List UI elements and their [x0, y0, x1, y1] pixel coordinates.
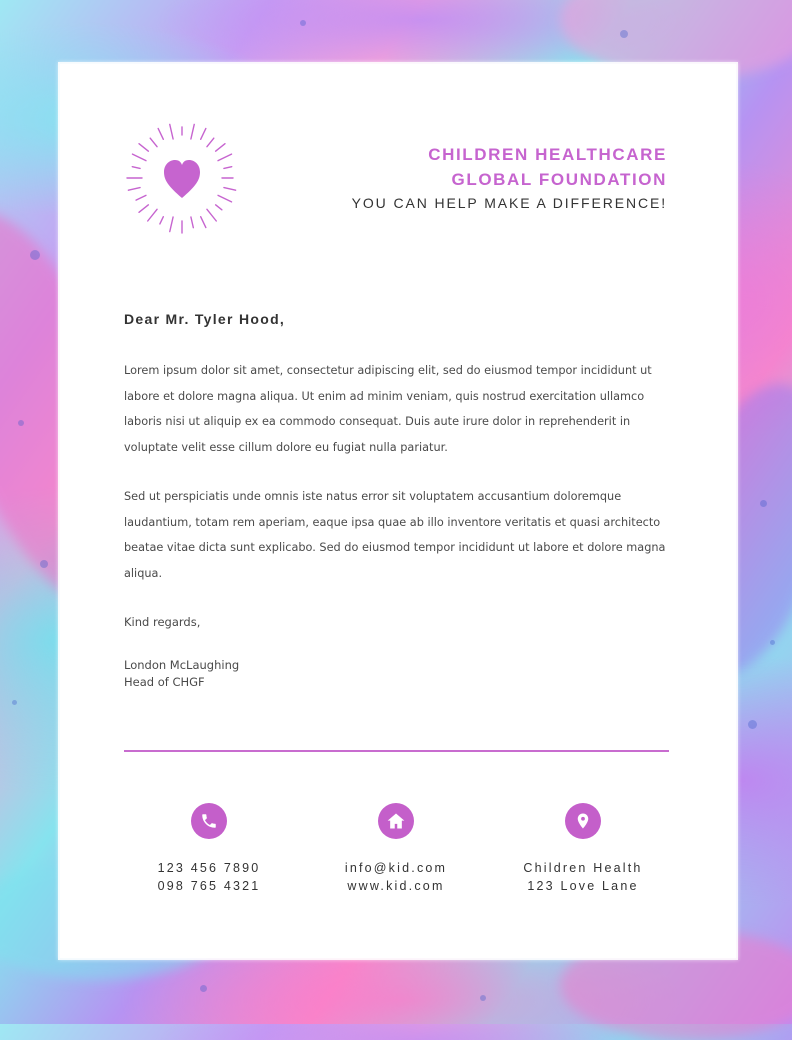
- sunburst-ray: [201, 217, 206, 228]
- sunburst-ray: [218, 154, 232, 161]
- sunburst-ray: [216, 144, 225, 151]
- sunburst-ray: [128, 188, 140, 191]
- contact-address: [483, 803, 683, 895]
- home-icon: [378, 803, 414, 839]
- contact-phone: [109, 803, 309, 895]
- phone-icon: [191, 803, 227, 839]
- signer-title: Head of CHGF: [124, 675, 205, 689]
- organization-name-line1: CHILDREN HEALTHCARE: [428, 145, 667, 164]
- sunburst-ray: [150, 138, 157, 147]
- sunburst-ray: [160, 217, 163, 224]
- signature-block: [124, 657, 239, 691]
- sunburst-ray: [139, 205, 148, 212]
- address-line-2: 123 Love Lane: [527, 879, 639, 893]
- sunburst-ray: [224, 167, 232, 169]
- sunburst-ray: [207, 138, 214, 147]
- sunburst-ray: [139, 144, 148, 151]
- sunburst-ray: [136, 195, 146, 200]
- sunburst-ray: [132, 167, 140, 169]
- sunburst-ray: [216, 205, 222, 210]
- letter-paragraph-1: Lorem ipsum dolor sit amet, consectetur adipiscing elit, sed do eiusmod tempor incididunt ut labore et dolore magna aliqua. Ut enim ad minim veniam, quis nostrud exercitation ullamco laboris nisi ut aliquip ex ea commodo consequat. Duis aute irure dolor in reprehenderit in voluptate velit esse cillum dolore eu fugiat nulla pariatur.: [124, 364, 652, 454]
- sunburst-ray: [218, 195, 232, 202]
- sunburst-ray: [148, 209, 157, 221]
- footer-divider: [124, 750, 669, 752]
- sunburst-ray: [132, 154, 146, 161]
- email-address: info@kid.com: [344, 861, 448, 875]
- sunburst-ray: [191, 217, 193, 228]
- organization-tagline: YOU CAN HELP MAKE A DIFFERENCE!: [351, 195, 667, 211]
- organization-name: [428, 142, 667, 192]
- address-line-1: Children Health: [523, 861, 643, 875]
- letter-closing: Kind regards,: [124, 615, 201, 629]
- phone-number-2: 098 765 4321: [157, 879, 261, 893]
- signer-name: London McLaughing: [124, 658, 240, 672]
- sunburst-ray: [201, 128, 206, 139]
- sunburst-ray: [207, 209, 216, 221]
- contact-web: [296, 803, 496, 895]
- sunburst-ray: [170, 124, 173, 139]
- sunburst-ray: [191, 124, 194, 139]
- organization-name-line2: GLOBAL FOUNDATION: [451, 170, 667, 189]
- location-pin-icon: [565, 803, 601, 839]
- sunburst-ray: [158, 128, 163, 139]
- letter-salutation: Dear Mr. Tyler Hood,: [124, 311, 286, 327]
- phone-number-1: 123 456 7890: [157, 861, 261, 875]
- sunburst-ray: [224, 188, 236, 191]
- sunburst-ray: [170, 217, 173, 232]
- letter-paragraph-2: Sed ut perspiciatis unde omnis iste natus error sit voluptatem accusantium doloremque laudantium, totam rem aperiam, eaque ipsa quae ab illo inventore veritatis et quasi architecto beatae vitae dicta sunt explicabo. Sed do eiusmod tempor incididunt ut labore et dolore magna aliqua.: [124, 490, 666, 580]
- heart-sunburst-icon: [124, 120, 240, 236]
- website-address: www.kid.com: [347, 879, 445, 893]
